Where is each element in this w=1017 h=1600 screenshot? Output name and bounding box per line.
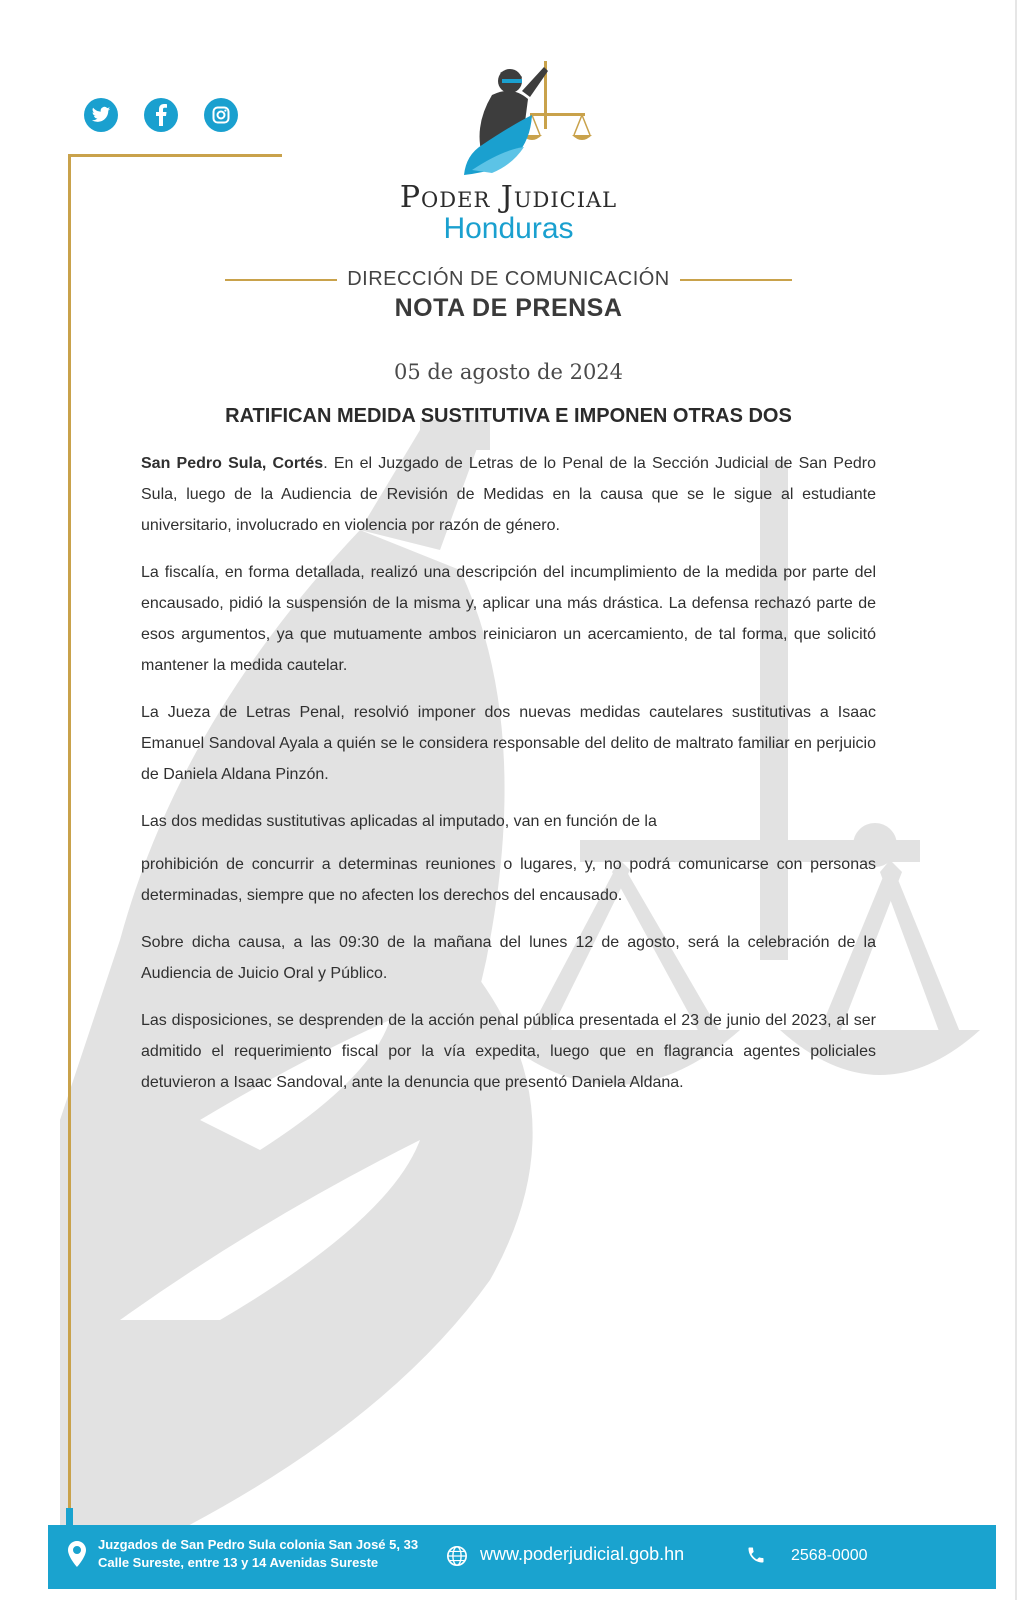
paragraph: Sobre dicha causa, a las 09:30 de la mañana del lunes 12 de agosto, será la celebración de la Audiencia de Juicio Oral y Público. — [141, 934, 876, 982]
twitter-icon[interactable] — [84, 98, 118, 132]
headline: RATIFICAN MEDIDA SUSTITUTIVA E IMPONEN OTRAS DOS — [225, 405, 792, 427]
footer-bar — [48, 1525, 996, 1589]
press-body — [141, 448, 876, 1114]
department-row — [0, 268, 1017, 291]
department-name: DIRECCIÓN DE COMUNICACIÓN — [347, 268, 670, 290]
paragraph: prohibición de concurrir a determinas reuniones o lugares, y, no podrá comunicarse con personas determinadas, siempre que no afecten los derechos del encausado. — [141, 856, 876, 904]
location-pin-icon — [68, 1541, 86, 1567]
paragraph: Las dos medidas sustitutivas aplicadas al imputado, van en función de la — [141, 813, 657, 830]
paragraph: La fiscalía, en forma detallada, realizó una descripción del incumplimiento de la medida por parte del encausado, pidió la suspensión de la misma y, aplicar una más drástica. La defensa rechazó parte de esos argumentos, ya que mutuamente ambos reiniciaron un acercamiento, de tal forma, que solicitó mantener la medida cautelar. — [141, 564, 876, 674]
social-links — [84, 98, 238, 132]
divider-right — [680, 279, 792, 281]
facebook-icon[interactable] — [144, 98, 178, 132]
document-type: NOTA DE PRENSA — [394, 294, 623, 322]
paragraph: La Jueza de Letras Penal, resolvió imponer dos nuevas medidas cautelares sustitutivas a Isaac Emanuel Sandoval Ayala a quién se le considera responsable del delito de maltrato familiar en perjuicio de Daniela Aldana Pinzón. — [141, 704, 876, 783]
poder-judicial-logo — [452, 55, 597, 180]
press-date: 05 de agosto de 2024 — [393, 360, 624, 384]
divider-left — [225, 279, 337, 281]
address-line-1: Juzgados de San Pedro Sula colonia San José 5, 33 — [98, 1537, 419, 1552]
dateline: San Pedro Sula, Cortés — [141, 455, 324, 472]
logo-subtitle: Honduras — [443, 212, 574, 245]
gold-frame-top — [68, 154, 282, 157]
phone-icon — [746, 1544, 766, 1566]
frame-accent — [66, 1508, 73, 1526]
globe-icon — [446, 1545, 468, 1567]
paragraph — [141, 448, 876, 541]
paragraph-text: . En el Juzgado de Letras de lo Penal de la Sección Judicial de San Pedro Sula, luego de la Audiencia de Revisión de Medidas en la causa que se le sigue al estudiante universitario, involucrado en violencia por razón de género. — [141, 455, 876, 534]
website-link[interactable]: www.poderjudicial.gob.hn — [480, 1544, 685, 1564]
logo-title: Poder Judicial — [399, 180, 618, 215]
address-line-2: Calle Sureste, entre 13 y 14 Avenidas Sureste — [98, 1555, 379, 1570]
instagram-icon[interactable] — [204, 98, 238, 132]
footer-address — [98, 1536, 418, 1572]
paragraph: Las disposiciones, se desprenden de la acción penal pública presentada el 23 de junio del 2023, al ser admitido el requerimiento fiscal por la vía expedita, luego que en flagrancia agentes policiales detuvieron a Isaac Sandoval, ante la denuncia que presentó Daniela Aldana. — [141, 1012, 876, 1091]
phone-number[interactable]: 2568-0000 — [791, 1547, 868, 1564]
